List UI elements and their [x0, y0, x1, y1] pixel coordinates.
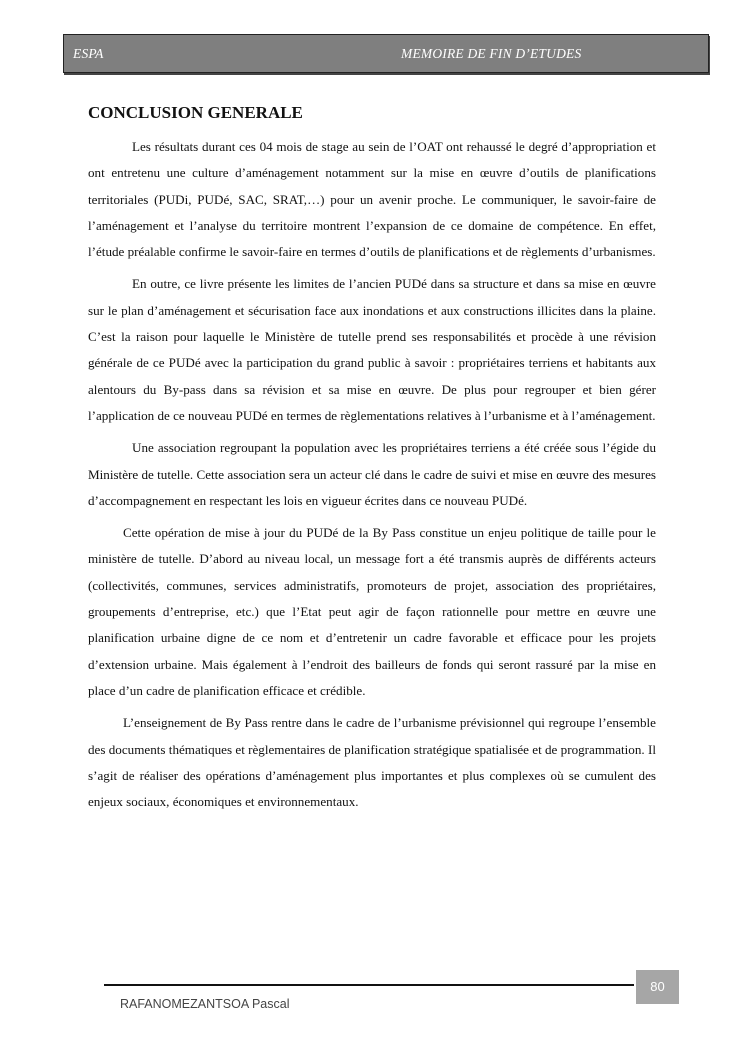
paragraph-4: Cette opération de mise à jour du PUDé de la By Pass constitue un enjeu politique de taille pour le ministère de tutelle. D’abord au niveau local, un message fort a été transmis auprès de différents acteurs (collectivités, communes, services administratifs, promoteurs de projet, association des propriétaires, groupements d’entreprise, etc.) que l’Etat peut agir de façon rationnelle pour mettre en œuvre une planification urbaine digne de ce nom et d’entretenir un cadre favorable et efficace pour les projets d’extension urbaine. Mais également à l’endroit des bailleurs de fonds qui seront rassuré par la mise en place d’un cadre de planification efficace et crédible. — [88, 525, 656, 698]
page-number: 80 — [636, 970, 679, 1004]
header-school: ESPA — [73, 46, 104, 61]
paragraph-3: Une association regroupant la population avec les propriétaires terriens a été créée sous l’égide du Ministère de tutelle. Cette association sera un acteur clé dans le cadre de suivi et mise en œuvre des mesures d’accompagnement en respectant les lois en vigueur écrites dans ce nouveau PUDé. — [88, 440, 656, 508]
section-title: CONCLUSION GENERALE — [88, 103, 303, 122]
document-body — [88, 101, 656, 821]
header-document-type: MEMOIRE DE FIN D’ETUDES — [401, 46, 582, 61]
page-header — [63, 34, 709, 73]
paragraph-5: L’enseignement de By Pass rentre dans le cadre de l’urbanisme prévisionnel qui regroupe l’ensemble des documents thématiques et règlementaires de planification stratégique spatialisée et de programmation. Il s’agit de réaliser des opérations d’aménagement plus importantes et plus complexes où se cumulent des enjeux sociaux, économiques et environnementaux. — [88, 715, 656, 810]
paragraph-2: En outre, ce livre présente les limites de l’ancien PUDé dans sa structure et dans sa mise en œuvre sur le plan d’aménagement et sécurisation face aux inondations et aux constructions illicites dans la plaine. C’est la raison pour laquelle le Ministère de tutelle prend ses responsabilités et procède à une révision générale de ce PUDé avec la participation du grand public à savoir : propriétaires terriens et habitants aux alentours du By-pass dans sa révision et sa mise en œuvre. De plus pour regrouper et bien gérer l’application de ce nouveau PUDé en termes de règlementations relatives à l’urbanisme et à l’aménagement. — [88, 276, 656, 423]
paragraph-1: Les résultats durant ces 04 mois de stage au sein de l’OAT ont rehaussé le degré d’appropriation et ont entretenu une culture d’aménagement notamment sur la mise en œuvre d’outils de planifications territoriales (PUDi, PUDé, SAC, SRAT,…) pour un avenir proche. Le communiquer, le savoir-faire de l’aménagement et l’analyse du territoire montrent l’expansion de ce domaine de compétence. En effet, l’étude préalable confirme le savoir-faire en termes d’outils de planifications et de règlements d’urbanismes. — [88, 139, 656, 260]
footer-author: RAFANOMEZANTSOA Pascal — [120, 997, 290, 1011]
footer-divider — [104, 984, 634, 986]
